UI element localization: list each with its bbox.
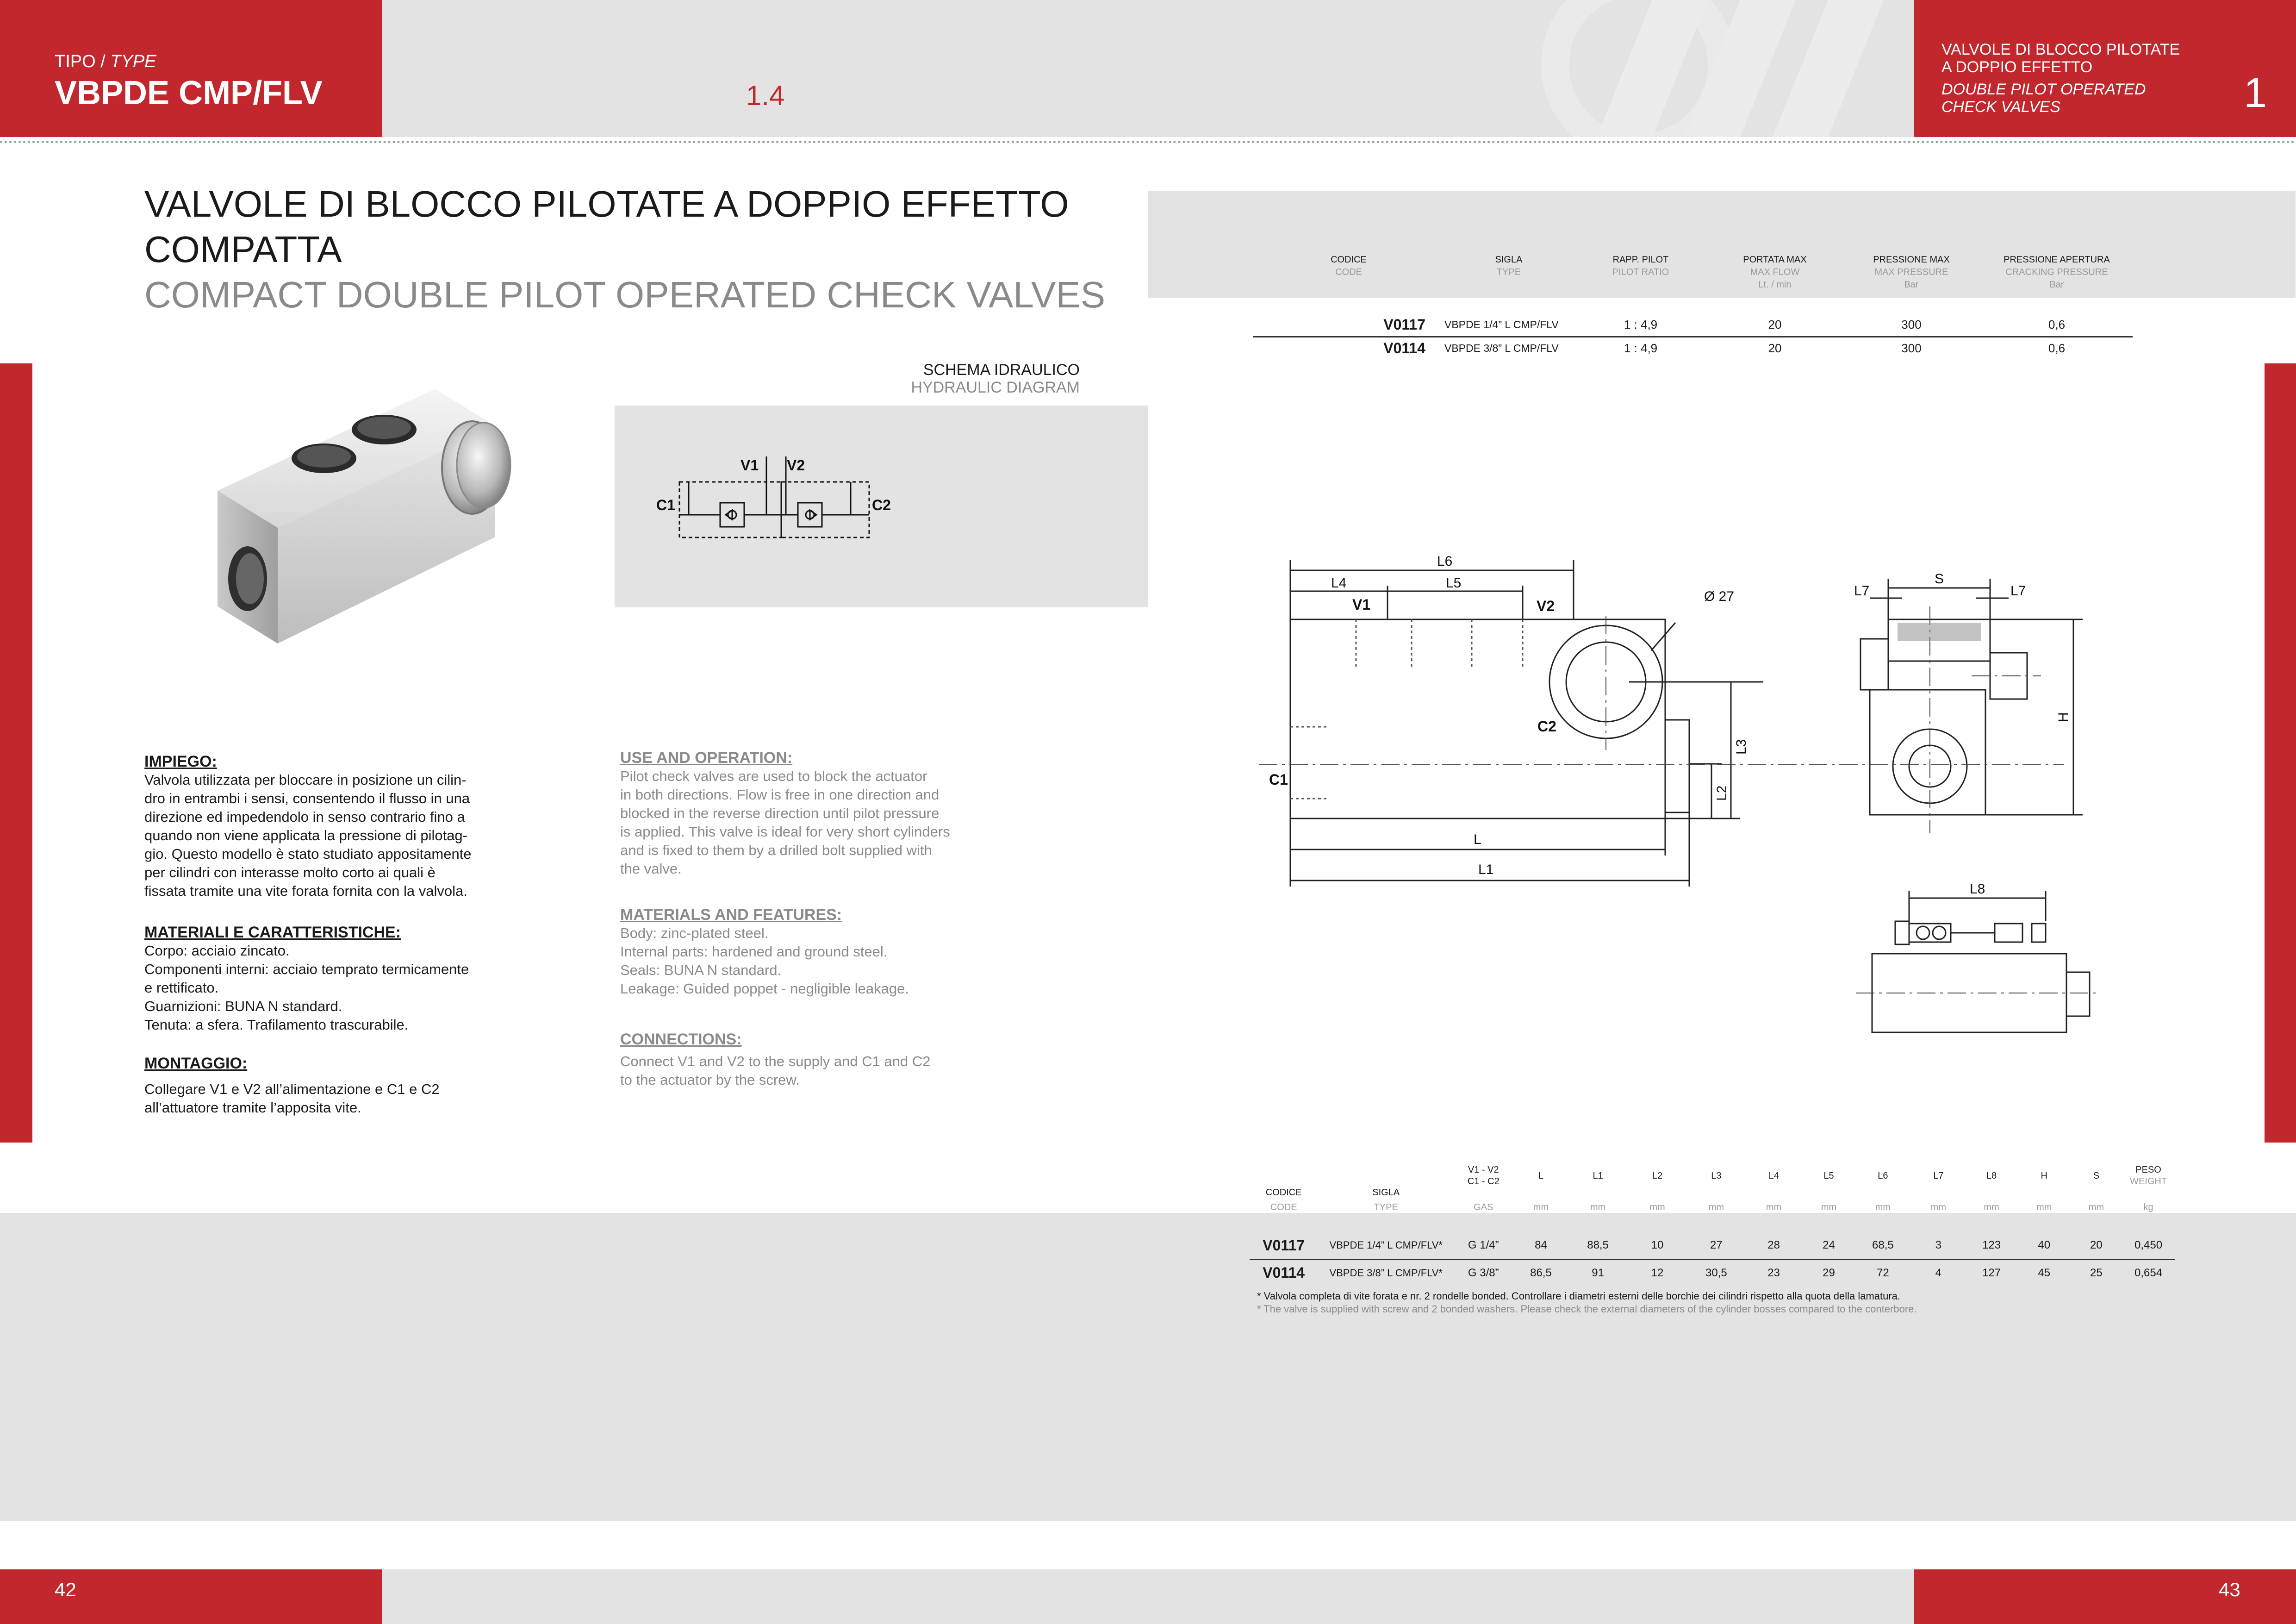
dim-cell-l1: 91	[1592, 1266, 1604, 1279]
dim-cell-h: 45	[2038, 1266, 2051, 1279]
dim-cell-l4: 23	[1767, 1266, 1780, 1279]
dim-header-top-row	[1250, 1153, 2175, 1199]
spec-header-pilot-ratio-en: PILOT RATIO	[1612, 267, 1669, 277]
spec-header-max-flow: PORTATA MAX	[1743, 255, 1807, 265]
dim-cell-code: V0114	[1263, 1264, 1305, 1281]
dim-label-l7-right: L7	[2010, 583, 2026, 599]
dim-head-type-it: SIGLA	[1372, 1187, 1400, 1198]
dim-label-l7-left: L7	[1854, 583, 1870, 599]
category-it-line-1: VALVOLE DI BLOCCO PILOTATE	[1941, 41, 2180, 58]
spec-header-max-pressure: PRESSIONE MAX	[1873, 255, 1950, 265]
dim-unit-weight: kg	[2143, 1202, 2153, 1212]
dim-label-l4: L4	[1331, 575, 1347, 591]
spec-unit-max-flow: Lt. / min	[1758, 280, 1792, 290]
dim-unit-l7: mm	[1930, 1202, 1947, 1212]
spec-cell-max-pressure: 300	[1901, 341, 1922, 356]
dim-unit-h: mm	[2036, 1202, 2052, 1212]
drawing-port-v1: V1	[1352, 596, 1371, 613]
dim-unit-l: mm	[1533, 1202, 1549, 1212]
title-en: COMPACT DOUBLE PILOT OPERATED CHECK VALVES	[144, 274, 1106, 315]
spec-unit-pilot-ratio	[1574, 279, 1708, 291]
technical-drawing	[1250, 546, 2120, 1083]
dim-cell-l1: 88,5	[1587, 1239, 1609, 1252]
page-number-left: 42	[55, 1579, 76, 1600]
dim-cell-code: V0117	[1263, 1237, 1305, 1254]
spec-cell-code: V0114	[1383, 340, 1425, 357]
hydraulic-port-v2: V2	[787, 457, 805, 474]
spec-cell-max-pressure: 300	[1901, 317, 1922, 331]
type-label-it: TIPO	[55, 52, 96, 71]
dim-head-h: H	[2041, 1170, 2047, 1181]
dim-row-v0114	[1250, 1259, 2175, 1286]
dim-head-type	[1318, 1153, 1454, 1199]
hydraulic-symbol	[615, 406, 1148, 607]
title-it-line-1: VALVOLE DI BLOCCO PILOTATE A DOPPIO EFFETTO	[144, 183, 1069, 225]
italian-description	[144, 753, 515, 1117]
dim-cell-type: VBPDE 3/8” L CMP/FLV*	[1329, 1267, 1443, 1279]
dim-label-h: H	[2056, 712, 2071, 722]
dim-cell-gas: G 1/4”	[1468, 1239, 1499, 1252]
impiego-heading: IMPIEGO:	[144, 753, 217, 770]
dim-cell-l8: 127	[1982, 1266, 2001, 1279]
chapter-number: 1	[2244, 70, 2267, 116]
dim-head-l5: L5	[1823, 1170, 1834, 1181]
spec-header-type: SIGLA	[1495, 255, 1523, 265]
connections-body: Connect V1 and V2 to the supply and C1 and C2 to the actuator by the screw.	[620, 1053, 931, 1088]
spec-cell-max-flow: 20	[1768, 341, 1782, 356]
use-heading: USE AND OPERATION:	[620, 749, 793, 767]
spec-spacer-row	[1253, 291, 2133, 313]
dim-unit-code: CODE	[1270, 1202, 1297, 1212]
dim-cell-l3: 27	[1710, 1239, 1723, 1252]
category-en-line-2: CHECK VALVES	[1941, 98, 2061, 116]
dim-unit-l4: mm	[1766, 1202, 1782, 1212]
dim-head-l1: L1	[1593, 1170, 1603, 1181]
brand-stripes-graphic	[1537, 0, 1916, 137]
montaggio-body: Collegare V1 e V2 all’alimentazione e C1 e C2 all’attuatore tramite l’apposita vite.	[144, 1081, 440, 1116]
dim-head-s: S	[2093, 1170, 2100, 1181]
dim-head-l6: L6	[1878, 1170, 1888, 1181]
spec-unit-max-pressure: Bar	[1904, 280, 1919, 290]
spec-header-unit-row	[1253, 279, 2133, 291]
dim-head-l8: L8	[1986, 1170, 1997, 1181]
hydraulic-port-c1: C1	[656, 497, 675, 513]
model-title: VBPDE CMP/FLV	[55, 75, 323, 112]
impiego-body: Valvola utilizzata per bloccare in posizione un cilin- dro in entrambi i sensi, consentendo il flusso in una direzione ed impedendolo in senso contrario fino a quando non viene applicata la pressione di pilotag- gio. Questo modello è stato studiato appositamente per cilindri con interasse molto corto ai quali è fissata tramite una vite forata fornita con la valvola.	[144, 772, 472, 899]
drawing-port-c1: C1	[1269, 771, 1288, 788]
spec-unit-type	[1444, 279, 1574, 291]
dim-cell-l: 84	[1535, 1239, 1547, 1252]
spec-cell-type: VBPDE 1/4” L CMP/FLV	[1444, 318, 1559, 331]
dim-cell-s: 25	[2090, 1266, 2103, 1279]
dim-cell-weight: 0,450	[2134, 1239, 2163, 1252]
spec-cell-type: VBPDE 3/8” L CMP/FLV	[1444, 342, 1559, 355]
header-dotted-divider	[0, 141, 2296, 143]
dim-head-l: L	[1538, 1170, 1544, 1181]
dimensions-table	[1250, 1153, 2175, 1286]
dim-head-l7: L7	[1933, 1170, 1944, 1181]
connections-heading: CONNECTIONS:	[620, 1031, 742, 1048]
dim-cell-l8: 123	[1982, 1239, 2001, 1252]
title-it-line-2: COMPATTA	[144, 229, 342, 270]
dim-head-weight-it: PESO	[2135, 1165, 2161, 1175]
dim-head-code-it: CODICE	[1265, 1187, 1302, 1198]
dim-label-l2: L2	[1714, 785, 1730, 801]
type-separator: /	[100, 52, 106, 71]
spec-row-v0114	[1253, 337, 2133, 360]
dim-cell-l3: 30,5	[1705, 1266, 1727, 1279]
spec-cell-code: V0117	[1383, 316, 1425, 333]
montaggio-heading: MONTAGGIO:	[144, 1055, 248, 1072]
spec-unit-code	[1253, 279, 1444, 291]
category-block	[1941, 41, 2180, 116]
spec-header-pilot-ratio: RAPP. PILOT	[1612, 255, 1669, 265]
hatched-section	[1898, 623, 1981, 641]
dim-unit-s: mm	[2088, 1202, 2104, 1212]
drawing-diameter: Ø 27	[1704, 589, 1735, 604]
hydraulic-label-it: SCHEMA IDRAULICO	[923, 361, 1080, 379]
product-photo	[176, 361, 602, 667]
spec-header-code: CODICE	[1331, 255, 1367, 265]
spec-header-en-row	[1253, 266, 2133, 279]
spec-header-type-en: TYPE	[1496, 267, 1521, 277]
dim-cell-l2: 10	[1651, 1239, 1664, 1252]
dim-unit-l6: mm	[1875, 1202, 1891, 1212]
hydraulic-label-en: HYDRAULIC DIAGRAM	[911, 379, 1080, 396]
dim-label-l5: L5	[1446, 575, 1462, 591]
drawing-port-c2: C2	[1537, 718, 1556, 735]
dim-unit-l5: mm	[1821, 1202, 1837, 1212]
spec-header-code-en: CODE	[1335, 267, 1362, 277]
dim-head-code	[1250, 1153, 1318, 1199]
dim-head-gas: V1 - V2 C1 - C2	[1467, 1165, 1500, 1187]
dim-cell-l5: 24	[1823, 1239, 1835, 1252]
materials-heading: MATERIALS AND FEATURES:	[620, 906, 842, 924]
dim-cell-l: 86,5	[1530, 1266, 1552, 1279]
dim-label-l3: L3	[1734, 739, 1749, 755]
dim-unit-gas: GAS	[1474, 1202, 1493, 1212]
dim-cell-l6: 72	[1877, 1266, 1889, 1279]
right-side-bar	[2265, 363, 2296, 1143]
spec-cell-max-flow: 20	[1768, 317, 1782, 331]
materiali-body: Corpo: acciaio zincato. Componenti interni: acciaio temprato termicamente e rettificato. Guarnizioni: BUNA N standard. Tenuta: a sfera. Trafilamento trascurabile.	[144, 943, 469, 1033]
drawing-port-v2: V2	[1537, 598, 1555, 614]
spec-cell-pilot-ratio: 1 : 4,9	[1624, 341, 1658, 356]
spec-cell-cracking: 0,6	[2048, 341, 2066, 356]
dim-unit-l2: mm	[1649, 1202, 1665, 1212]
dim-cell-l5: 29	[1823, 1266, 1835, 1279]
dim-unit-l8: mm	[1984, 1202, 1999, 1212]
dim-spacer-row	[1250, 1216, 2175, 1232]
dim-head-l4: L4	[1768, 1170, 1779, 1181]
category-en-line-1: DOUBLE PILOT OPERATED	[1941, 81, 2146, 98]
footer-band	[382, 1569, 1914, 1624]
dim-cell-h: 40	[2038, 1239, 2051, 1252]
dim-label-l8: L8	[1970, 881, 1985, 897]
page-number-right: 43	[2219, 1579, 2240, 1600]
dim-label-l1: L1	[1478, 862, 1494, 877]
english-description	[620, 749, 1018, 1089]
dim-head-weight	[2122, 1153, 2175, 1199]
spec-header-max-flow-en: MAX FLOW	[1750, 267, 1800, 277]
dim-row-v0117	[1250, 1232, 2175, 1259]
dim-label-l6: L6	[1437, 554, 1453, 569]
hydraulic-port-c2: C2	[872, 497, 891, 513]
dim-head-l3: L3	[1711, 1170, 1722, 1181]
materials-body: Body: zinc-plated steel. Internal parts: hardened and ground steel. Seals: BUNA N standard. Leakage: Guided poppet - negligible leakage.	[620, 925, 909, 997]
section-number: 1.4	[746, 80, 785, 111]
type-label-en: TYPE	[110, 52, 156, 71]
spec-header-cracking-en: CRACKING PRESSURE	[2005, 267, 2108, 277]
spec-header-max-pressure-en: MAX PRESSURE	[1874, 267, 1948, 277]
spec-header-cracking: PRESSIONE APERTURA	[2004, 255, 2110, 265]
note-en: * The valve is supplied with screw and 2 bonded washers. Please check the external diameters of the cylinder bosses compared to the conterbore.	[1257, 1303, 1917, 1315]
dim-header-unit-row	[1250, 1199, 2175, 1216]
hydraulic-port-v1: V1	[740, 457, 759, 474]
page-title	[144, 181, 1105, 318]
dim-label-s: S	[1935, 571, 1944, 587]
materiali-heading: MATERIALI E CARATTERISTICHE:	[144, 924, 401, 941]
note-it: * Valvola completa di vite forata e nr. 2 rondelle bonded. Controllare i diametri esterni delle borchie dei cilindri rispetto alla quota della lamatura.	[1257, 1290, 1901, 1302]
dim-cell-l2: 12	[1651, 1266, 1664, 1279]
spec-unit-cracking: Bar	[2049, 280, 2064, 290]
dim-head-weight-en: WEIGHT	[2130, 1176, 2167, 1187]
spec-header-it-row	[1253, 254, 2133, 266]
dim-label-l: L	[1474, 832, 1481, 847]
left-side-bar	[0, 363, 32, 1143]
dim-cell-l4: 28	[1767, 1239, 1780, 1252]
dim-unit-l3: mm	[1708, 1202, 1724, 1212]
dim-cell-type: VBPDE 1/4” L CMP/FLV*	[1329, 1239, 1443, 1251]
type-label	[55, 52, 156, 72]
dim-unit-type: TYPE	[1374, 1202, 1398, 1212]
dim-cell-l7: 3	[1935, 1239, 1942, 1252]
spec-table	[1253, 254, 2133, 360]
dim-unit-l1: mm	[1590, 1202, 1606, 1212]
dim-cell-s: 20	[2090, 1239, 2103, 1252]
use-body: Pilot check valves are used to block the actuator in both directions. Flow is free in one direction and blocked in the reverse direction until pilot pressure is applied. This valve is ideal for very short cylinders and is fixed to them by a drilled bolt supplied with the valve.	[620, 768, 950, 877]
dim-head-l2: L2	[1652, 1170, 1663, 1181]
category-it-line-2: A DOPPIO EFFETTO	[1941, 58, 2093, 76]
spec-row-v0117	[1253, 313, 2133, 337]
spec-cell-cracking: 0,6	[2048, 317, 2066, 331]
spec-cell-pilot-ratio: 1 : 4,9	[1624, 317, 1658, 331]
hydraulic-diagram-label	[865, 361, 1080, 396]
dim-cell-gas: G 3/8”	[1468, 1266, 1499, 1279]
dim-cell-l6: 68,5	[1872, 1239, 1894, 1252]
dim-cell-l7: 4	[1935, 1266, 1942, 1279]
dim-cell-weight: 0,654	[2134, 1266, 2163, 1279]
dim-notes	[1257, 1290, 2275, 1316]
